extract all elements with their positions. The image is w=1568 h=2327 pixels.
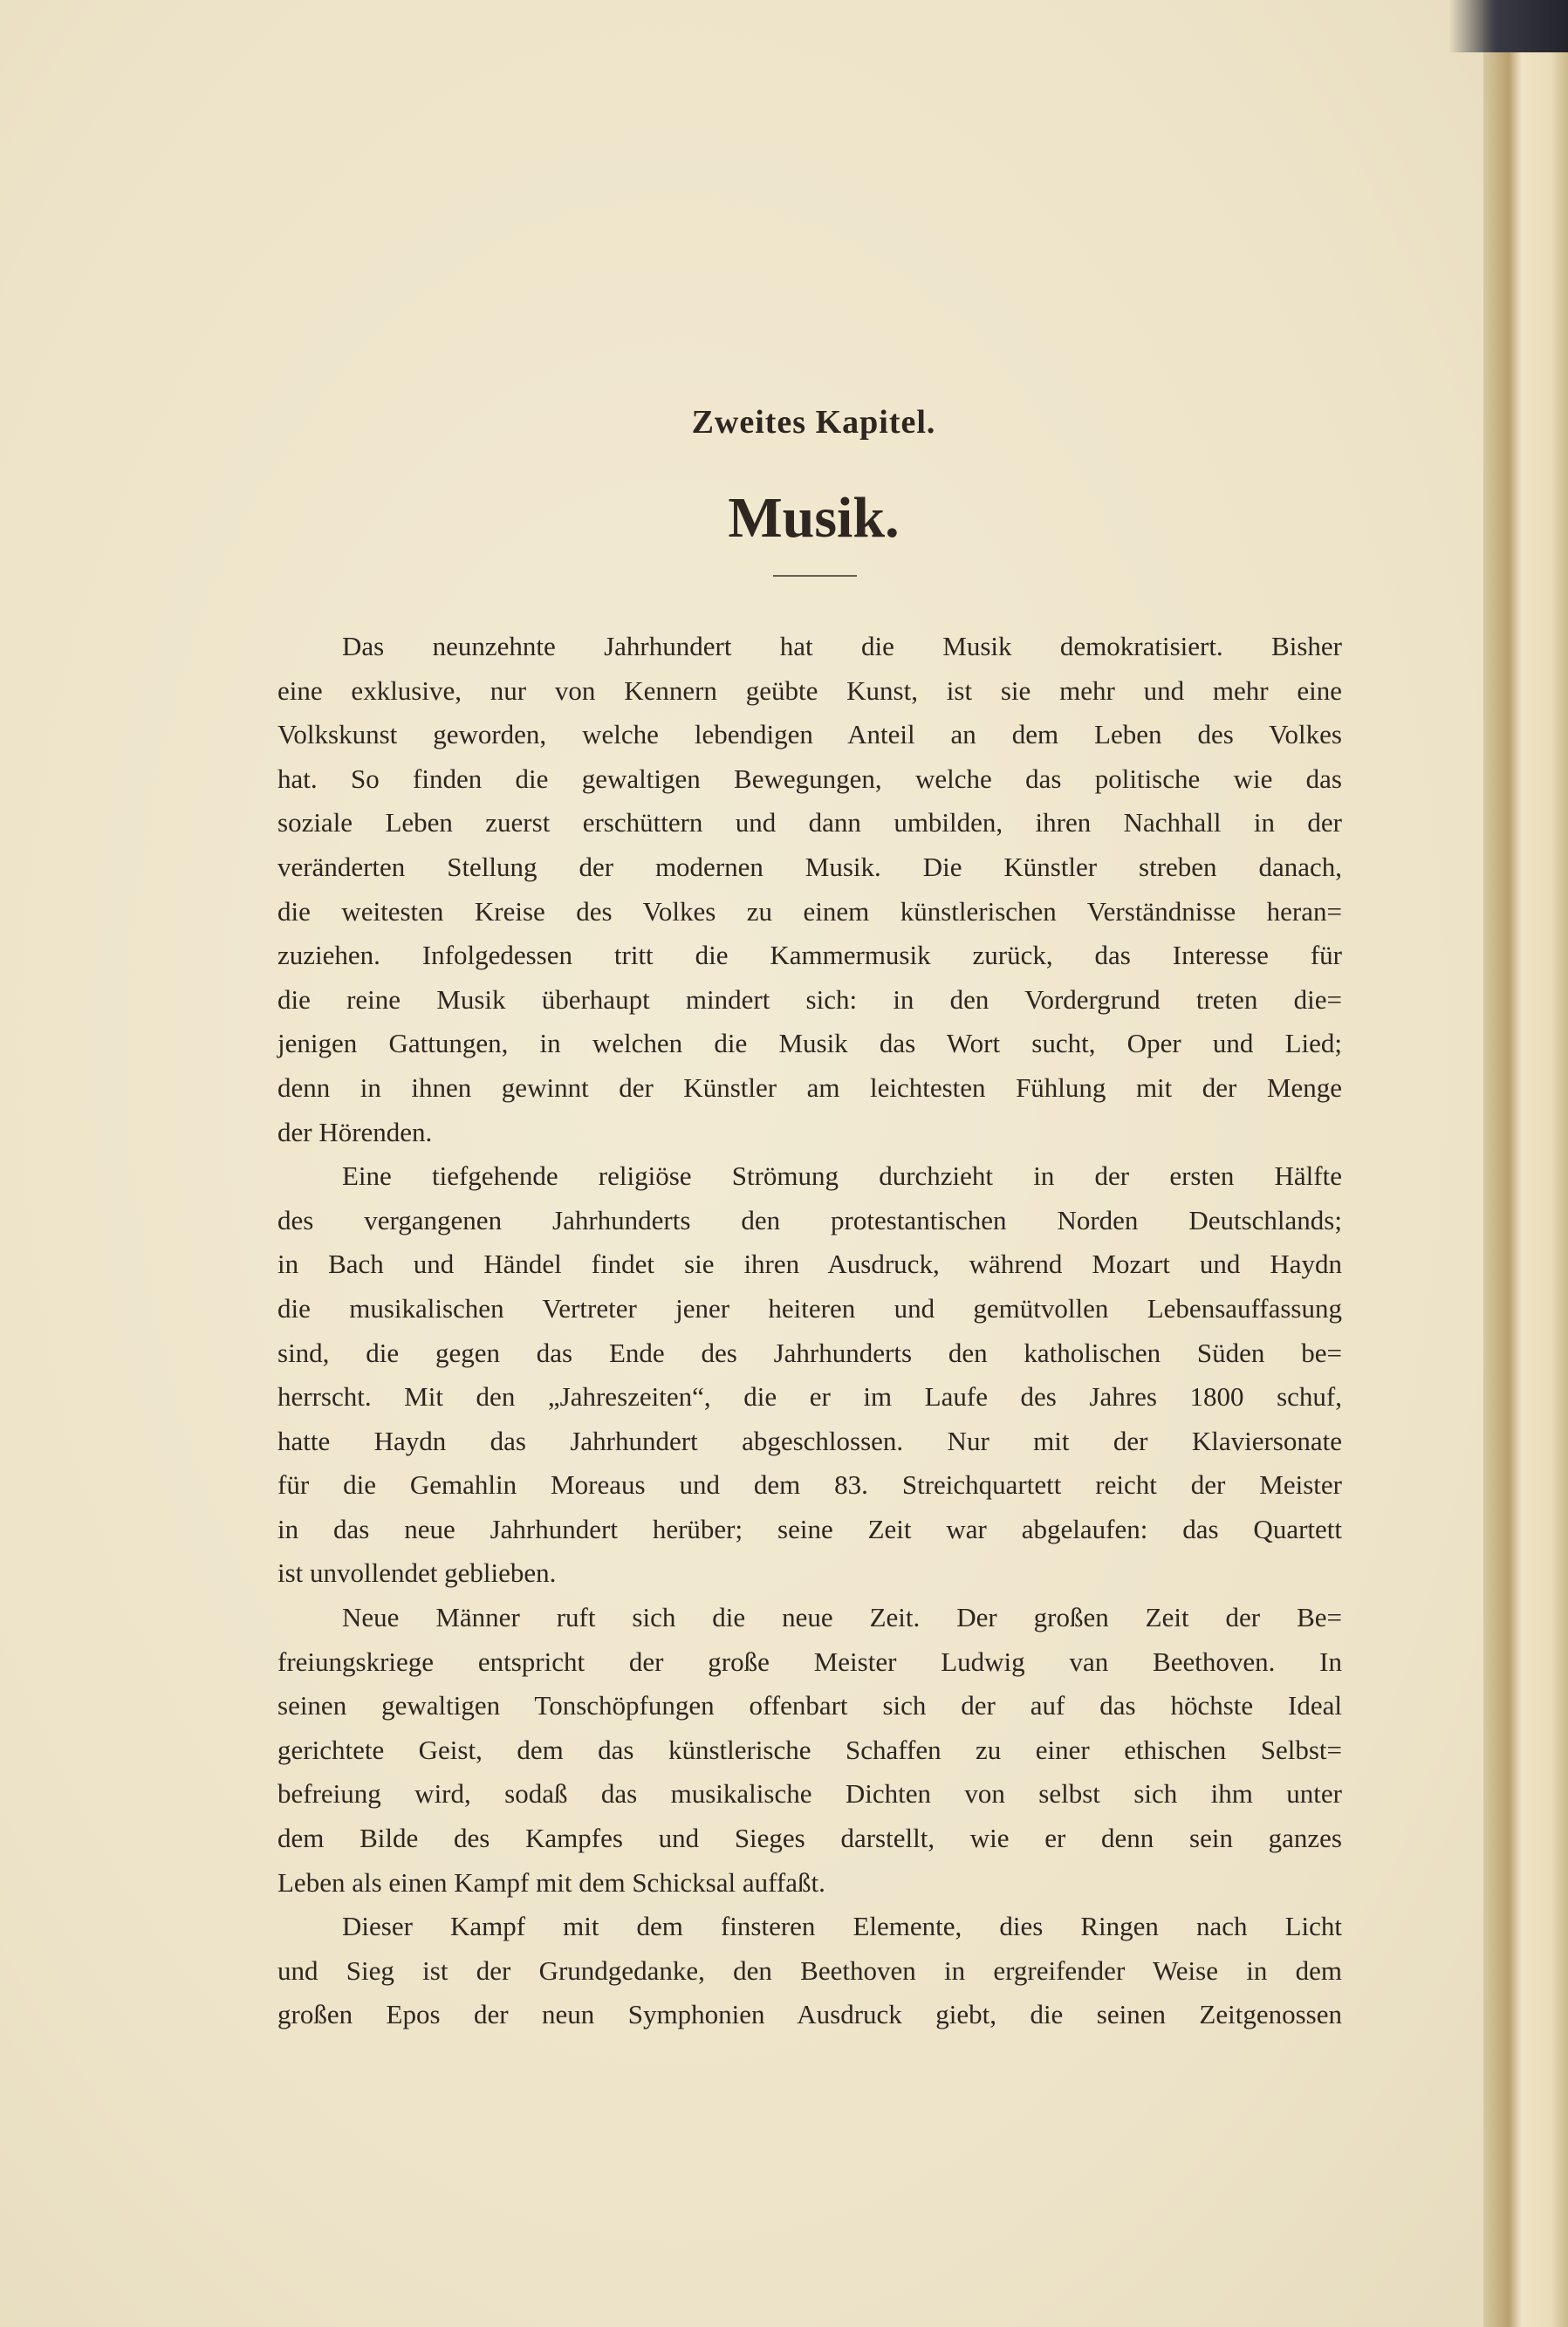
text-line: denn in ihnen gewinnt der Künstler am leichtesten Fühlung mit der Menge [277, 1071, 1342, 1103]
text-line: der Hörenden. [277, 1116, 433, 1147]
text-line: jenigen Gattungen, in welchen die Musik das Wort sucht, Oper und Lied; [277, 1028, 1342, 1059]
text-line: und Sieg ist der Grundgedanke, den Beethoven in ergreifender Weise in dem [277, 1954, 1342, 1986]
scan-corner-shadow [1448, 0, 1568, 52]
text-line: in Bach und Händel findet sie ihren Ausdruck, während Mozart und Haydn [277, 1249, 1342, 1280]
text-line: Volkskunst geworden, welche lebendigen Anteil an dem Leben des Volkes [277, 719, 1342, 750]
text-line: herrscht. Mit den „Jahreszeiten“, die er im Laufe des Jahres 1800 schuf, [277, 1381, 1342, 1413]
text-line: Leben als einen Kampf mit dem Schicksal auffaßt. [277, 1866, 825, 1898]
text-line: für die Gemahlin Moreaus und dem 83. Streichquartett reicht der Meister [277, 1469, 1342, 1501]
text-line: die musikalischen Vertreter jener heiteren und gemütvollen Lebensauffassung [277, 1292, 1342, 1324]
text-line: des vergangenen Jahrhunderts den protestantischen Norden Deutschlands; [277, 1204, 1342, 1235]
text-line: hat. So finden die gewaltigen Bewegungen, welche das politische wie das [277, 763, 1342, 794]
chapter-heading: Zweites Kapitel. [691, 404, 936, 441]
text-line: Das neunzehnte Jahrhundert hat die Musik demokratisiert. Bisher [342, 631, 1342, 661]
paragraph [277, 1905, 1342, 2037]
title-divider [773, 575, 857, 577]
text-line: veränderten Stellung der modernen Musik. Die Künstler streben danach, [277, 851, 1342, 882]
text-line: in das neue Jahrhundert herüber; seine Zeit war abgelaufen: das Quartett [277, 1513, 1342, 1544]
body-text [277, 625, 1342, 2037]
chapter-title: Musik. [728, 486, 900, 550]
text-line: eine exklusive, nur von Kennern geübte Kunst, ist sie mehr und mehr eine [277, 674, 1342, 706]
text-line: zuziehen. Infolgedessen tritt die Kammermusik zurück, das Interesse für [277, 940, 1342, 971]
text-line: die weitesten Kreise des Volkes zu einem künstlerischen Verständnisse heran= [277, 895, 1342, 927]
text-line: hatte Haydn das Jahrhundert abgeschlossen. Nur mit der Klaviersonate [277, 1425, 1342, 1456]
text-line: freiungskriege entspricht der große Meister Ludwig van Beethoven. In [277, 1646, 1342, 1677]
text-line: großen Epos der neun Symphonien Ausdruck giebt, die seinen Zeitgenossen [277, 1999, 1342, 2030]
text-line: befreiung wird, sodaß das musikalische Dichten von selbst sich ihm unter [277, 1778, 1342, 1810]
paragraph [277, 1596, 1342, 1905]
text-line: die reine Musik überhaupt mindert sich: in den Vordergrund treten die= [277, 983, 1342, 1015]
text-line: seinen gewaltigen Tonschöpfungen offenbart sich der auf das höchste Ideal [277, 1690, 1342, 1721]
text-line: sind, die gegen das Ende des Jahrhunderts den katholischen Süden be= [277, 1337, 1342, 1368]
text-line: soziale Leben zuerst erschüttern und dann umbilden, ihren Nachhall in der [277, 807, 1342, 838]
text-line: ist unvollendet geblieben. [277, 1557, 557, 1589]
text-line: gerichtete Geist, dem das künstlerische Schaffen zu einer ethischen Selbst= [277, 1734, 1342, 1765]
paragraph [277, 625, 1342, 1154]
paragraph [277, 1154, 1342, 1596]
text-line: dem Bilde des Kampfes und Sieges darstellt, wie er denn sein ganzes [277, 1823, 1342, 1854]
text-line: Neue Männer ruft sich die neue Zeit. Der großen Zeit der Be= [342, 1602, 1342, 1633]
text-line: Eine tiefgehende religiöse Strömung durchzieht in der ersten Hälfte [342, 1160, 1342, 1192]
page-edge [1483, 0, 1568, 2327]
text-line: Dieser Kampf mit dem finsteren Elemente, dies Ringen nach Licht [342, 1911, 1342, 1942]
